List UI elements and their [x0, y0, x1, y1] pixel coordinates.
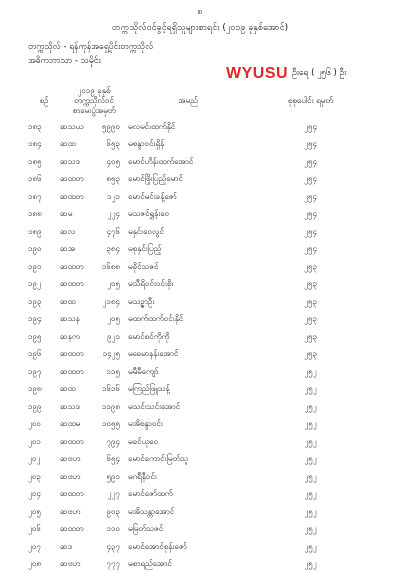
roll-number: ၄၀၅ — [88, 156, 120, 168]
roll-number-cell — [60, 521, 128, 539]
roll-number-cell — [60, 206, 128, 224]
table-row — [28, 503, 373, 521]
roll-header-line: စာမေးပွဲအမှတ် — [60, 106, 128, 116]
roll-number-cell — [60, 311, 128, 329]
roll-header-line: ၂၀၁၉ ခုနှစ် — [60, 86, 128, 96]
student-name: မောင်ဇော်ထက် — [128, 486, 248, 504]
table-row — [28, 136, 373, 154]
total-mark: ၂၅၄ — [248, 223, 373, 241]
row-number: ၁၉၄ — [28, 311, 60, 329]
total-mark: ၂၅၄ — [248, 153, 373, 171]
results-table — [28, 84, 373, 573]
column-header-name: အမည် — [128, 84, 248, 118]
row-number: ၁၉၂ — [28, 276, 60, 294]
roll-number: ၆၅၄ — [88, 453, 120, 465]
student-name: မခင်ယုဝေ — [128, 433, 248, 451]
table-row — [28, 486, 373, 504]
roll-number: ၁၂၁ — [88, 191, 120, 203]
total-mark: ၂၅၂ — [248, 486, 373, 504]
total-mark: ၂၅၃ — [248, 258, 373, 276]
total-mark: ၂၅၂ — [248, 521, 373, 539]
total-mark: ၂၅၃ — [248, 293, 373, 311]
table-row — [28, 241, 373, 259]
total-mark: ၂၅၄ — [248, 118, 373, 136]
student-name: မအိသန္တာအောင် — [128, 503, 248, 521]
roll-number-cell — [60, 171, 128, 189]
total-mark: ၂၅၃ — [248, 328, 373, 346]
roll-number-cell — [60, 118, 128, 136]
table-row — [28, 258, 373, 276]
student-name: မောင်ဖြိုးပြည့်မောင် — [128, 171, 248, 189]
roll-number-cell — [60, 276, 128, 294]
total-mark: ၂၅၃ — [248, 346, 373, 364]
roll-number-cell — [60, 188, 128, 206]
total-mark: ၂၅၂ — [248, 556, 373, 573]
roll-number: ၁၁၀ — [88, 523, 120, 535]
student-name: မောင်အောင်စုန်းဇော် — [128, 538, 248, 556]
roll-prefix: ဆသဒ — [60, 401, 88, 413]
student-name: မသင်းသင်းအောင် — [128, 398, 248, 416]
roll-prefix: ဆဗဟ — [60, 558, 88, 570]
student-name: မအိစန္ဒာဝင်း — [128, 416, 248, 434]
row-number: ၁၉၉ — [28, 398, 60, 416]
student-name: မောင်ကောင်းမြတ်သူ — [128, 451, 248, 469]
table-row — [28, 398, 373, 416]
row-number: ၂၀၅ — [28, 503, 60, 521]
roll-number-cell — [60, 381, 128, 399]
roll-prefix: ဆထမ — [60, 418, 88, 430]
row-number: ၁၉၆ — [28, 346, 60, 364]
roll-number: ၁၀၅၅ — [88, 418, 120, 430]
roll-number: ၁၆၈၈ — [88, 261, 120, 273]
roll-prefix: ဆထတ — [60, 278, 88, 290]
row-number: ၂၀၁ — [28, 433, 60, 451]
roll-prefix: ဆထတ — [60, 523, 88, 535]
roll-number-cell — [60, 136, 128, 154]
roll-number-cell — [60, 451, 128, 469]
roll-prefix: ဆဗဟ — [60, 506, 88, 518]
row-number: ၁၈၃ — [28, 118, 60, 136]
roll-number-cell — [60, 468, 128, 486]
roll-prefix: ဆထတ — [60, 488, 88, 500]
total-mark: ၂၅၂ — [248, 416, 373, 434]
table-row — [28, 433, 373, 451]
roll-number: ၇၇၇ — [88, 558, 120, 570]
roll-number: ၈၅၃ — [88, 173, 120, 185]
roll-prefix: ဆထ — [60, 138, 88, 150]
roll-prefix: ဆလ — [60, 226, 88, 238]
row-number: ၁၈၇ — [28, 188, 60, 206]
row-number: ၁၈၈ — [28, 206, 60, 224]
table-row — [28, 346, 373, 364]
row-number: ၁၈၉ — [28, 223, 60, 241]
table-row — [28, 311, 373, 329]
student-name: မကြည်ဖြူသန့် — [128, 381, 248, 399]
roll-prefix: ဆသန — [60, 313, 88, 325]
total-mark: ၂၅၂ — [248, 433, 373, 451]
roll-number: ၁၆၁၆ — [88, 383, 120, 395]
student-name: မောင်ဟိန်းထက်အောင် — [128, 153, 248, 171]
roll-number-cell — [60, 363, 128, 381]
table-row — [28, 171, 373, 189]
student-name: မသဉ္ဇာဦး — [128, 293, 248, 311]
watermark-logo: WYUSU — [226, 65, 288, 83]
roll-number-cell — [60, 503, 128, 521]
row-number: ၁၉၃ — [28, 293, 60, 311]
roll-prefix: ဆသဒ — [60, 156, 88, 168]
page-number: ၈ — [0, 6, 400, 19]
roll-number: ၇၉၄ — [88, 436, 120, 448]
total-mark: ၂၅၄ — [248, 136, 373, 154]
row-number: ၁၉၀ — [28, 241, 60, 259]
table-row — [28, 328, 373, 346]
table-row — [28, 363, 373, 381]
roll-prefix: ဆဗဟ — [60, 453, 88, 465]
roll-number: ၉၂၁ — [88, 331, 120, 343]
roll-prefix: ဆထ — [60, 383, 88, 395]
roll-prefix: ဆနက — [60, 331, 88, 343]
student-name: မလမင်းထက်နိုင် — [128, 118, 248, 136]
row-number: ၁၉၈ — [28, 381, 60, 399]
row-number: ၂၀၀ — [28, 416, 60, 434]
roll-number-cell — [60, 346, 128, 364]
student-name: မောင်စင်ကိုကို — [128, 328, 248, 346]
roll-number: ၆၅၃ — [88, 138, 120, 150]
roll-prefix: ဆထတ — [60, 261, 88, 273]
table-row — [28, 451, 373, 469]
table-header — [28, 84, 373, 118]
university-line: တက္ကသိုလ် - ရန်ကုန်အရှေ့ပိုင်းတက္ကသိုလ် — [28, 42, 153, 54]
table-row — [28, 118, 373, 136]
roll-prefix: ဆထ — [60, 296, 88, 308]
row-number: ၂၀၈ — [28, 556, 60, 573]
roll-number-cell — [60, 258, 128, 276]
student-name: မမီမီကျော် — [128, 363, 248, 381]
student-name: မသဇင်ရွှန်းဝေ — [128, 206, 248, 224]
table-row — [28, 293, 373, 311]
student-name: မစာရည်အောင် — [128, 556, 248, 573]
table-row — [28, 206, 373, 224]
row-number: ၁၈၅ — [28, 153, 60, 171]
table-row — [28, 538, 373, 556]
roll-prefix: ဆအ — [60, 243, 88, 255]
table-body — [28, 118, 373, 573]
table-row — [28, 468, 373, 486]
total-mark: ၂၅၂ — [248, 381, 373, 399]
row-number: ၂၀၆ — [28, 521, 60, 539]
column-header-roll — [60, 84, 128, 118]
roll-prefix: ဆဗဟ — [60, 471, 88, 483]
roll-header-line: တက္ကသိုလ်ဝင် — [60, 96, 128, 106]
roll-prefix: ဆထတ — [60, 436, 88, 448]
roll-number-cell — [60, 556, 128, 573]
row-number: ၂၀၃ — [28, 468, 60, 486]
student-name: မသီရိဝင်းဝင်းစိုး — [128, 276, 248, 294]
total-mark: ၂၅၃ — [248, 311, 373, 329]
roll-number: ၄၃၇ — [88, 541, 120, 553]
column-header-mark: စုစုပေါင်း ရမှတ် — [248, 84, 373, 118]
roll-number: ၂၀၅ — [88, 313, 120, 325]
table-row — [28, 276, 373, 294]
row-number: ၂၀၇ — [28, 538, 60, 556]
roll-number-cell — [60, 398, 128, 416]
total-mark: ၂၅၄ — [248, 188, 373, 206]
student-name: မစန္ဒာဝင်းရှိန် — [128, 136, 248, 154]
table-row — [28, 188, 373, 206]
row-number: ၂၀၄ — [28, 486, 60, 504]
roll-number-cell — [60, 293, 128, 311]
student-name: မခေမာနန်းအောင် — [128, 346, 248, 364]
roll-number: ၂၁၈၄ — [88, 296, 120, 308]
row-number: ၁၉၁ — [28, 258, 60, 276]
student-name: မနှင်းဝေလွင် — [128, 223, 248, 241]
total-mark: ၂၅၂ — [248, 538, 373, 556]
roll-number: ၃၈၄ — [88, 243, 120, 255]
total-mark: ၂၅၂ — [248, 503, 373, 521]
roll-prefix: ဆထတ — [60, 348, 88, 360]
table-row — [28, 153, 373, 171]
total-mark: ၂၅၄ — [248, 171, 373, 189]
roll-number-cell — [60, 433, 128, 451]
total-mark: ၂၅၂ — [248, 451, 373, 469]
row-number: ၁၉၇ — [28, 363, 60, 381]
total-mark: ၂၅၄ — [248, 206, 373, 224]
roll-number: ၂၂၇ — [88, 488, 120, 500]
roll-number: ၁၁၅ — [88, 366, 120, 378]
column-header-no: စဉ် — [28, 84, 60, 118]
roll-number: ၄၇၆ — [88, 226, 120, 238]
roll-number-cell — [60, 538, 128, 556]
total-mark: ၂၅၄ — [248, 241, 373, 259]
roll-prefix: ဆသယ — [60, 121, 88, 133]
header-row — [28, 84, 373, 118]
student-name: မခိုင်သဇင် — [128, 258, 248, 276]
roll-number: ၂၀၅ — [88, 278, 120, 290]
roll-number: ၅၉၁ — [88, 471, 120, 483]
total-mark: ၂၅၂ — [248, 468, 373, 486]
roll-prefix: ဆမ — [60, 208, 88, 220]
roll-number-cell — [60, 223, 128, 241]
row-number: ၁၈၆ — [28, 171, 60, 189]
row-number: ၁၉၅ — [28, 328, 60, 346]
roll-number: ၁၁၉၈ — [88, 401, 120, 413]
student-name: မောင်မင်းခန့်ဇော် — [128, 188, 248, 206]
student-count: ဦးရေ ( ၂၅၆ ) ဦး — [292, 68, 346, 80]
roll-prefix: ဆဒ — [60, 541, 88, 553]
roll-number: ၁၄၂၅ — [88, 348, 120, 360]
student-name: မထက်ထက်ဝင်းနိုင် — [128, 311, 248, 329]
roll-prefix: ဆထတ — [60, 366, 88, 378]
table-row — [28, 416, 373, 434]
row-number: ၁၈၄ — [28, 136, 60, 154]
roll-number: ၅၉၉၀ — [88, 121, 120, 133]
roll-number-cell — [60, 153, 128, 171]
student-name: မဂရီနီဝင်း — [128, 468, 248, 486]
roll-prefix: ဆထတ — [60, 173, 88, 185]
roll-number-cell — [60, 328, 128, 346]
roll-number-cell — [60, 241, 128, 259]
table-row — [28, 223, 373, 241]
roll-number: ၂၂၄ — [88, 208, 120, 220]
table-row — [28, 556, 373, 573]
major-line: အဓိကဘာသာ - သမိုင်း — [28, 56, 101, 68]
roll-prefix: ဆထတ — [60, 191, 88, 203]
roll-number-cell — [60, 486, 128, 504]
roll-number-cell — [60, 416, 128, 434]
document-title: တက္ကသိုလ်ဝင်ခွင့်ရရှိသူများစာရင်း (၂၀၁၉ ခုနှစ်အောင်) — [0, 22, 400, 35]
student-name: မမြတ်သဇင် — [128, 521, 248, 539]
total-mark: ၂၅၂ — [248, 363, 373, 381]
roll-number: ၉၀၃ — [88, 506, 120, 518]
table-row — [28, 521, 373, 539]
student-name: မစုနှင်းပြည့် — [128, 241, 248, 259]
total-mark: ၂၅၂ — [248, 398, 373, 416]
row-number: ၂၀၂ — [28, 451, 60, 469]
table-row — [28, 381, 373, 399]
total-mark: ၂၅၃ — [248, 276, 373, 294]
